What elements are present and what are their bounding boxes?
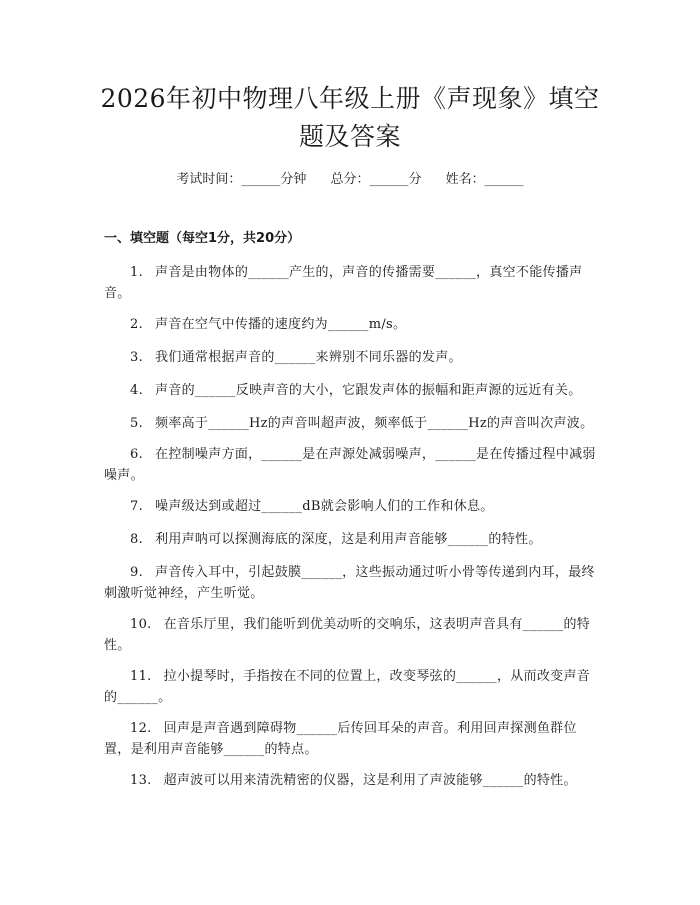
question-number: 5. — [130, 416, 144, 431]
question-number: 9. — [130, 565, 144, 580]
student-name: 姓名：______ — [445, 172, 524, 187]
total-score: 总分：______分 — [330, 172, 422, 187]
question-item — [104, 770, 599, 791]
question-item — [104, 413, 599, 434]
question-list — [104, 262, 599, 803]
question-item — [104, 444, 599, 486]
question-item — [104, 262, 599, 304]
question-item — [104, 718, 599, 760]
question-item — [104, 666, 599, 708]
question-item — [104, 614, 599, 656]
document-title: 2026年初中物理八年级上册《声现象》填空题及答案 — [100, 84, 600, 151]
question-number: 12. — [130, 721, 152, 736]
question-text: 拉小提琴时，手指按在不同的位置上，改变琴弦的______，从而改变声音的______。 — [104, 669, 591, 705]
question-text: 声音传入耳中，引起鼓膜______，这些振动通过听小骨等传递到内耳，最终刺激听觉神经，产生听觉。 — [104, 565, 595, 601]
question-item — [104, 380, 599, 401]
question-item — [104, 529, 599, 550]
question-number: 2. — [130, 317, 144, 332]
question-number: 10. — [130, 617, 152, 632]
question-item — [104, 496, 599, 517]
question-number: 11. — [130, 669, 152, 684]
question-item — [104, 347, 599, 368]
question-text: 频率高于______Hz的声音叫超声波，频率低于______Hz的声音叫次声波。 — [155, 416, 594, 431]
question-item — [104, 562, 599, 604]
question-number: 4. — [130, 383, 144, 398]
question-number: 13. — [130, 773, 152, 788]
section-heading: 一、填空题（每空1分，共20分） — [104, 231, 301, 246]
question-text: 噪声级达到或超过______dB就会影响人们的工作和休息。 — [155, 499, 494, 514]
question-item — [104, 314, 599, 335]
exam-meta — [0, 171, 700, 189]
question-number: 3. — [130, 350, 144, 365]
question-text: 声音是由物体的______产生的，声音的传播需要______，真空不能传播声音。 — [104, 265, 583, 301]
question-number: 1. — [130, 265, 144, 280]
question-text: 在控制噪声方面，______是在声源处减弱噪声，______是在传播过程中减弱噪声。 — [104, 447, 596, 483]
question-number: 8. — [130, 532, 144, 547]
exam-time: 考试时间：______分钟 — [176, 172, 307, 187]
question-number: 6. — [130, 447, 144, 462]
question-number: 7. — [130, 499, 144, 514]
question-text: 回声是声音遇到障碍物______后传回耳朵的声音。利用回声探测鱼群位置，是利用声音能够______的特点。 — [104, 721, 577, 757]
question-text: 超声波可以用来清洗精密的仪器，这是利用了声波能够______的特性。 — [163, 773, 577, 788]
question-text: 在音乐厅里，我们能听到优美动听的交响乐，这表明声音具有______的特性。 — [104, 617, 591, 653]
question-text: 声音的______反映声音的大小，它跟发声体的振幅和距声源的远近有关。 — [155, 383, 582, 398]
question-text: 利用声呐可以探测海底的深度，这是利用声音能够______的特性。 — [155, 532, 542, 547]
question-text: 我们通常根据声音的______来辨别不同乐器的发声。 — [155, 350, 462, 365]
question-text: 声音在空气中传播的速度约为______m/s。 — [155, 317, 407, 332]
